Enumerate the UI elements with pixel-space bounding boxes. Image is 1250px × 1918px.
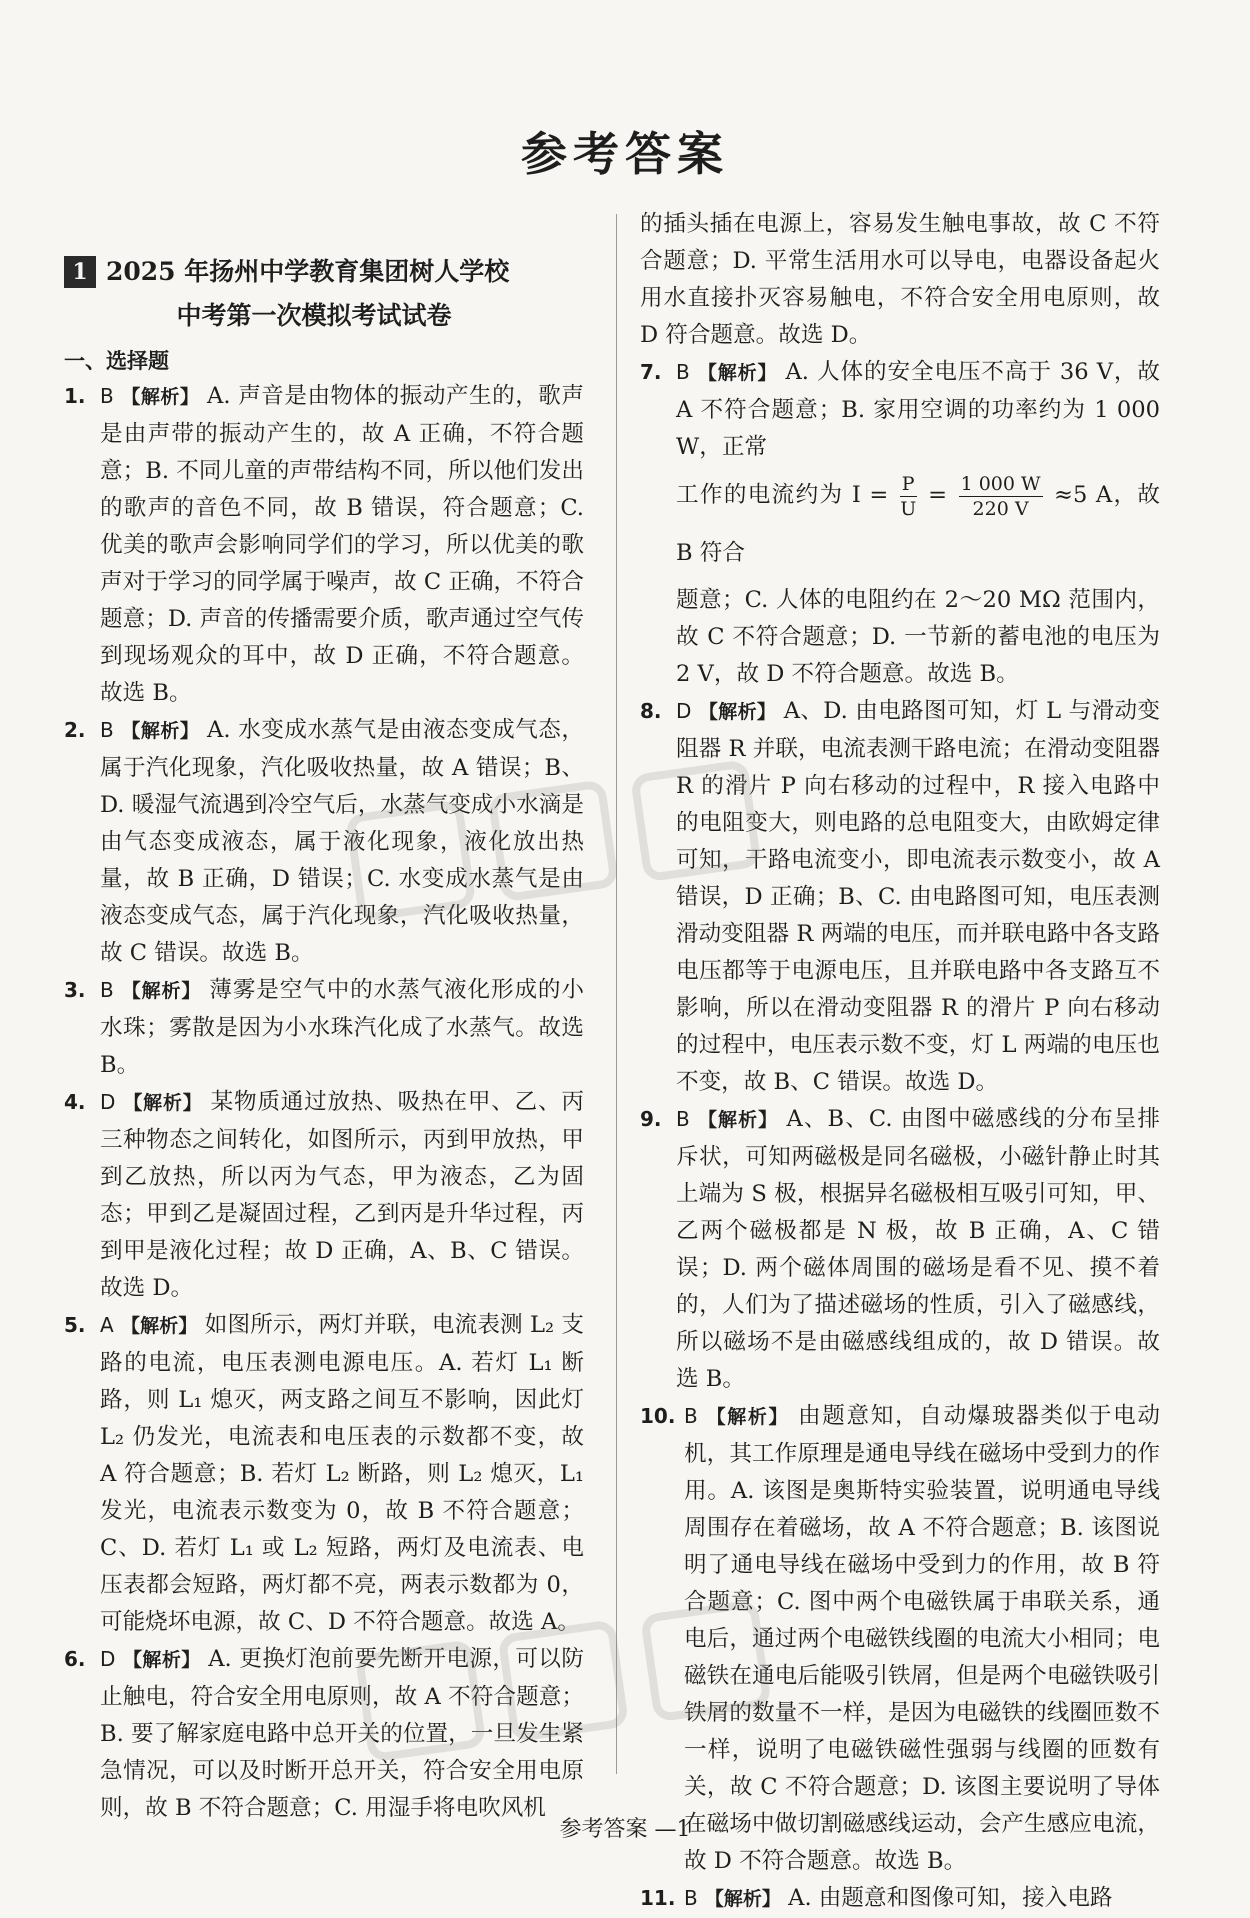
fraction-p-over-u	[900, 472, 917, 521]
exam-title-line2: 中考第一次模拟考试试卷	[176, 301, 452, 330]
answer-text: A. 人体的安全电压不高于 36 V，故 A 不符合题意；B. 家用空调的功率约为 1 000 W，正常	[676, 359, 1160, 460]
answer-item-6	[64, 1641, 584, 1827]
page-footer: 参考答案 —1	[559, 1817, 691, 1842]
analysis-tag: 【解析】	[123, 1092, 203, 1114]
answer-text: 题意；C. 人体的电阻约在 2～20 MΩ 范围内，故 C 不符合题意；D. 一节新的蓄电池的电压为 2 V，故 D 不符合题意。故选 B。	[676, 587, 1160, 687]
answer-choice: B	[100, 978, 114, 1002]
answer-item-8	[640, 693, 1160, 1101]
answer-choice: D	[100, 1090, 116, 1114]
answer-item-7	[640, 354, 1160, 693]
answer-text: 由题意知，自动爆玻器类似于电动机，其工作原理是通电导线在磁场中受到力的作用。A. 该图是奥斯特实验装置，说明通电导线周围存在着磁场，故 A 不符合题意；B. 该图说明了通电导线在磁场中受到力的作用，故 B 符合题意；C. 图中两个电磁铁属于串联关系，通电后，通过两个电磁铁线圈的电流大小相同；电磁铁在通电后能吸引铁屑，但是两个电磁铁吸引铁屑的数量不一样，是因为电磁铁的线圈匝数不一样，说明了电磁铁磁性强弱与线圈的匝数有关，故 C 不符合题意；D. 该图主要说明了导体在磁场中做切割磁感线运动，会产生感应电流，故 D 不符合题意。故选 B。	[684, 1403, 1161, 1874]
page-title: 参考答案	[521, 127, 729, 181]
answer-number: 8.	[640, 699, 662, 723]
formula-result: ≈5 A，故 B 符合	[676, 482, 1161, 566]
answer-text: A、D. 由电路图可知，灯 L 与滑动变阻器 R 并联，电流表测干路电流；在滑动变阻器 R 的滑片 P 向右移动的过程中，R 接入电路中的电阻变大，则电路的总电阻变大，由欧姆定律可知，干路电流变小，即电流表示数变小，故 A 错误，D 正确；B、C. 由电路图可知，电压表测滑动变阻器 R 两端的电压，而并联电路中各支路电压都等于电源电压，且并联电路中各支路互不影响，所以在滑动变阻器 R 的滑片 P 向右移动的过程中，电压表示数不变，灯 L 两端的电压也不变，故 B、C 错误。故选 D。	[676, 698, 1160, 1095]
answer-item-5	[64, 1307, 584, 1641]
answer-number: 7.	[640, 360, 662, 384]
fraction-denominator: U	[900, 497, 917, 520]
answer-choice: B	[684, 1886, 698, 1910]
answer-number: 3.	[64, 978, 86, 1002]
answer-number: 6.	[64, 1647, 86, 1671]
answer-choice: B	[100, 384, 114, 408]
fraction-numerator: 1 000 W	[960, 472, 1041, 495]
analysis-tag: 【解析】	[121, 980, 202, 1002]
fraction-power-over-voltage	[959, 472, 1043, 521]
answer-6-continuation: 的插头插在电源上，容易发生触电事故，故 C 不符合题意；D. 平常生活用水可以导电，电器设备起火用水直接扑灭容易触电，不符合安全用电原则，故 D 符合题意。故选 D。	[640, 211, 1160, 348]
answer-choice: B	[676, 360, 690, 384]
answer-text: A. 更换灯泡前要先断开电源，可以防止触电，符合安全用电原则，故 A 不符合题意；B. 要了解家庭电路中总开关的位置，一旦发生紧急情况，可以及时断开总开关，符合安全用电原则，故 B 不符合题意；C. 用湿手将电吹风机	[100, 1646, 584, 1821]
column-divider	[616, 214, 617, 1774]
answer-number: 11.	[640, 1886, 676, 1910]
answer-choice: A	[100, 1313, 114, 1337]
analysis-tag: 【解析】	[121, 1315, 198, 1337]
exam-title-line1: 2025 年扬州中学教育集团树人学校	[106, 257, 510, 286]
answer-text: 薄雾是空气中的水蒸气液化形成的小水珠；雾散是因为小水珠汽化成了水蒸气。故选 B。	[100, 977, 584, 1078]
answer-text: A. 声音是由物体的振动产生的，歌声是由声带的振动产生的，故 A 正确，不符合题意；B. 不同儿童的声带结构不同，所以他们发出的歌声的音色不同，故 B 错误，符合题意；C. 优美的歌声会影响同学们的学习，所以优美的歌声对于学习的同学属于噪声，故 C 正确，不符合题意；D. 声音的传播需要介质，歌声通过空气传到现场观众的耳中，故 D 正确，不符合题意。故选 B。	[100, 383, 584, 706]
analysis-tag: 【解析】	[123, 1649, 201, 1671]
analysis-tag: 【解析】	[704, 1888, 781, 1910]
answer-choice: B	[684, 1404, 698, 1428]
formula-lead-text: 工作的电流约为 I =	[676, 482, 889, 508]
fraction-denominator: 220 V	[972, 497, 1029, 520]
answer-item-9	[640, 1101, 1160, 1398]
exam-heading	[64, 250, 584, 338]
answer-text: A. 由题意和图像可知，接入电路	[788, 1885, 1113, 1911]
answer-text: 某物质通过放热、吸热在甲、乙、丙三种物态之间转化，如图所示，丙到甲放热，甲到乙放热，所以丙为气态，甲为液态，乙为固态；甲到乙是凝固过程，乙到丙是升华过程，丙到甲是液化过程；故 D 正确，A、B、C 错误。故选 D。	[100, 1089, 584, 1301]
answer-text: A. 水变成水蒸气是由液态变成气态，属于汽化现象，汽化吸收热量，故 A 错误；B、D. 暖湿气流遇到冷空气后，水蒸气变成小水滴是由气态变成液态，属于液化现象，液化放出热量，故 B 正确，D 错误；C. 水变成水蒸气是由液态变成气态，属于汽化现象，汽化吸收热量，故 C 错误。故选 B。	[100, 717, 584, 966]
answer-number: 4.	[64, 1090, 86, 1114]
answer-item-1	[64, 378, 584, 712]
answer-item-4	[64, 1084, 584, 1307]
fraction-numerator: P	[901, 472, 915, 495]
section-heading: 一、选择题	[64, 349, 169, 373]
answer-choice: B	[100, 718, 114, 742]
right-column	[640, 206, 1160, 1918]
analysis-tag: 【解析】	[706, 1406, 790, 1428]
answer-choice: D	[100, 1647, 116, 1671]
answer-number: 1.	[64, 384, 86, 408]
answer-item-3	[64, 972, 584, 1084]
current-formula	[676, 466, 1160, 582]
exam-number-badge: 1	[64, 256, 96, 288]
analysis-tag: 【解析】	[697, 362, 778, 384]
answer-number: 9.	[640, 1107, 662, 1131]
analysis-tag: 【解析】	[121, 386, 200, 408]
answer-item-10	[640, 1398, 1160, 1880]
left-column	[64, 208, 584, 1827]
answer-number: 2.	[64, 718, 86, 742]
answer-choice: B	[676, 1107, 690, 1131]
analysis-tag: 【解析】	[698, 701, 777, 723]
answer-number: 10.	[640, 1404, 676, 1428]
equals-sign: =	[928, 482, 948, 508]
answer-text: 如图所示，两灯并联，电流表测 L₂ 支路的电流，电压表测电源电压。A. 若灯 L₁ 断路，则 L₁ 熄灭，两支路之间互不影响，因此灯 L₂ 仍发光，电流表和电压表的示数都不变，故 A 符合题意；B. 若灯 L₂ 断路，则 L₂ 熄灭，L₁ 发光，电流表示数变为 0，故 B 不符合题意；C、D. 若灯 L₁ 或 L₂ 短路，两灯及电流表、电压表都会短路，两灯都不亮，两表示数都为 0，可能烧坏电源，故 C、D 不符合题意。故选 A。	[100, 1312, 585, 1635]
answer-choice: D	[676, 699, 692, 723]
answer-text: A、B、C. 由图中磁感线的分布呈排斥状，可知两磁极是同名磁极，小磁针静止时其上端为 S 极，根据异名磁极相互吸引可知，甲、乙两个磁极都是 N 极，故 B 正确，A、C 错误；D. 两个磁体周围的磁场是看不见、摸不着的，人们为了描述磁场的性质，引入了磁感线，所以磁场不是由磁感线组成的，故 D 错误。故选 B。	[676, 1106, 1160, 1392]
analysis-tag: 【解析】	[697, 1109, 779, 1131]
answer-item-11	[640, 1880, 1160, 1918]
analysis-tag: 【解析】	[121, 720, 200, 742]
answer-number: 5.	[64, 1313, 86, 1337]
answer-item-2	[64, 712, 584, 972]
